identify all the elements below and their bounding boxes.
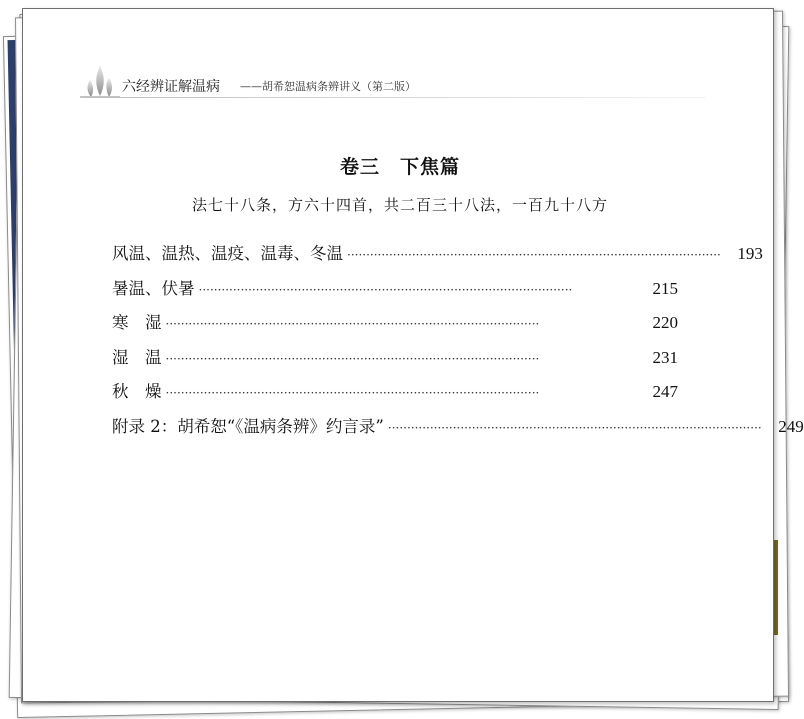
chapter-subtitle: 法七十八条，方六十四首，共二百三十八法，一百九十八方: [191, 196, 608, 214]
toc-leader-dots: ··································································································: [165, 386, 540, 400]
table-of-contents: [112, 240, 804, 447]
toc-entry-label: 暑温、伏暑: [112, 278, 195, 298]
running-header: [76, 62, 676, 98]
candle-logo-icon: [76, 62, 122, 98]
toc-entry-label: 湿 温: [112, 347, 162, 367]
chapter-title: 卷三 下焦篇: [339, 156, 460, 178]
toc-entry-label: 秋 燥: [112, 382, 162, 401]
book-subtitle: ——胡希恕温病条辨讲义（第二版）: [240, 80, 416, 93]
toc-leader-dots: ··································································································: [165, 351, 540, 366]
book-title: 六经辨证解温病: [122, 79, 220, 95]
toc-page-number: 247: [652, 382, 678, 401]
toc-leader-dots: ··································································································: [347, 248, 721, 262]
toc-page-number: 231: [652, 347, 678, 367]
toc-entry-label: 寒 湿: [112, 313, 162, 332]
header-rule: [86, 97, 706, 98]
toc-row: [112, 344, 678, 379]
toc-page-number: 215: [652, 278, 678, 298]
toc-entry-label: 附录 2：胡希恕“《温病条辨》约言录”: [112, 416, 384, 436]
toc-leader-dots: ··································································································: [387, 420, 762, 435]
toc-entry-label: 风温、温热、温疫、温毒、冬温: [112, 244, 343, 263]
toc-row: [112, 275, 678, 310]
toc-page-number: 249: [778, 416, 804, 436]
toc-leader-dots: ··································································································: [198, 282, 573, 297]
toc-leader-dots: ··································································································: [165, 317, 540, 331]
toc-row: [112, 309, 678, 344]
toc-page-number: 220: [652, 313, 678, 332]
toc-row: [112, 240, 763, 275]
toc-row: [112, 378, 678, 413]
toc-row: [112, 413, 804, 448]
toc-page-number: 193: [737, 244, 763, 263]
